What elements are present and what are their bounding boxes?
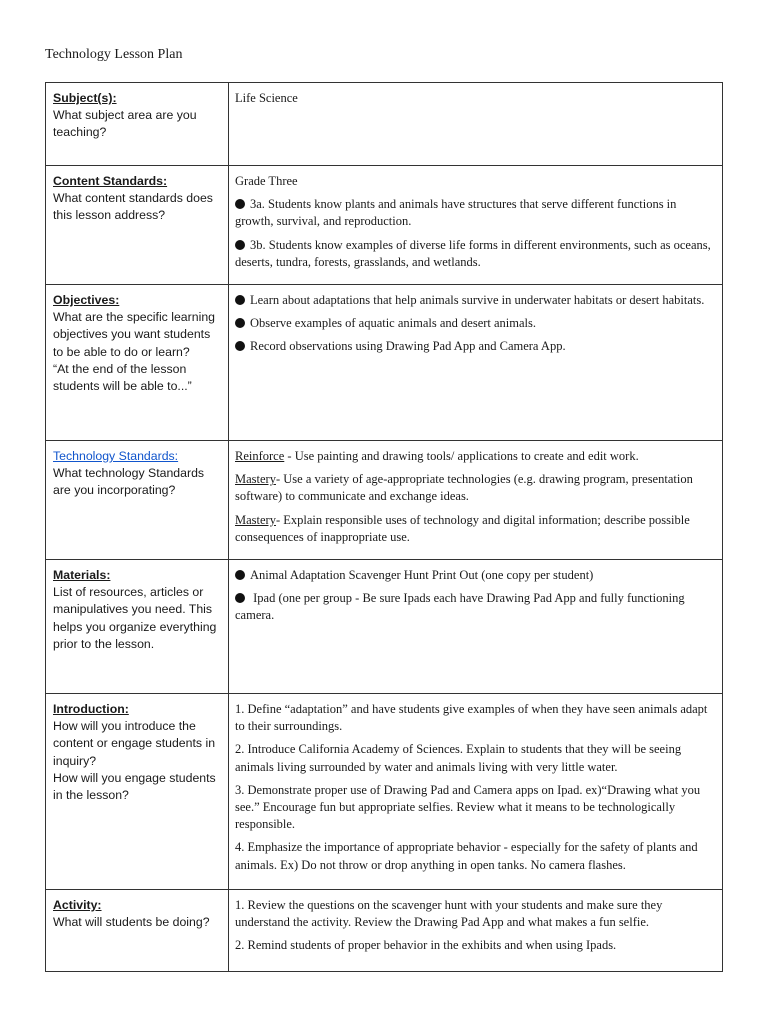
bullet-icon <box>235 341 245 351</box>
content-cell-technology-standards <box>229 441 723 560</box>
row-introduction <box>46 694 723 890</box>
intro-step-0: 1. Define “adaptation” and have students give examples of when they have seen animals adapt to their surroundings. <box>235 702 708 734</box>
lesson-plan-table <box>45 82 723 972</box>
content-cell-materials <box>229 560 723 694</box>
content-standards-1: 3a. Students know plants and animals have structures that serve different functions in growth, survival, and reproduction. <box>235 197 677 229</box>
bullet-icon <box>235 199 245 209</box>
heading-content-standards: Content Standards: <box>53 174 168 188</box>
label-cell-objectives <box>46 285 229 441</box>
content-standards-2: 3b. Students know examples of diverse life forms in different environments, such as oceans, deserts, tundra, forests, grasslands, and wetlands. <box>235 237 711 269</box>
content-standards-0: Grade Three <box>235 174 298 188</box>
question-subject: What subject area are you teaching? <box>53 108 197 140</box>
bullet-icon <box>235 570 245 580</box>
tech-standard-0: Reinforce - Use painting and drawing tools/ applications to create and edit work. <box>235 449 639 463</box>
content-cell-activity <box>229 890 723 972</box>
row-content-standards <box>46 166 723 285</box>
tech-standard-2: Mastery- Explain responsible uses of technology and digital information; describe possible consequences of inappropriate use. <box>235 512 690 544</box>
bullet-icon <box>235 593 245 603</box>
objective-0: Learn about adaptations that help animals survive in underwater habitats or desert habitats. <box>235 292 716 309</box>
content-cell-objectives <box>229 285 723 441</box>
question-introduction-0: How will you introduce the content or engage students in inquiry? <box>53 719 216 768</box>
label-cell-content-standards <box>46 166 229 285</box>
content-cell-content-standards <box>229 166 723 285</box>
objective-2: Record observations using Drawing Pad App and Camera App. <box>235 338 716 355</box>
question-objectives-1: “At the end of the lesson students will be able to...” <box>53 361 192 394</box>
tech-standard-1: Mastery- Use a variety of age-appropriate technologies (e.g. drawing program, presentation software) to communicate and exchange ideas. <box>235 472 693 504</box>
label-cell-activity <box>46 890 229 972</box>
row-objectives <box>46 285 723 441</box>
content-cell-introduction <box>229 694 723 890</box>
label-cell-subject <box>46 83 229 166</box>
material-1: Ipad (one per group - Be sure Ipads each have Drawing Pad App and fully functioning camera. <box>235 591 685 623</box>
heading-technology-standards-link[interactable]: Technology Standards: <box>53 449 179 463</box>
intro-step-2: 3. Demonstrate proper use of Drawing Pad and Camera apps on Ipad. ex)“Drawing what you see.” Encourage fun but appropriate selfies. Review what it means to be technologically responsible. <box>235 782 701 832</box>
question-activity: What will students be doing? <box>53 915 210 930</box>
row-subject <box>46 83 723 166</box>
activity-step-1: 2. Remind students of proper behavior in the exhibits and when using Ipads. <box>235 938 617 953</box>
heading-introduction: Introduction: <box>53 702 129 716</box>
label-cell-technology-standards <box>46 441 229 560</box>
heading-activity: Activity: <box>53 898 102 912</box>
content-cell-subject <box>229 83 723 166</box>
bullet-icon <box>235 318 245 328</box>
row-technology-standards <box>46 441 723 560</box>
label-cell-introduction <box>46 694 229 890</box>
material-0: Animal Adaptation Scavenger Hunt Print Out (one copy per student) <box>235 567 716 584</box>
objective-1: Observe examples of aquatic animals and desert animals. <box>235 315 716 332</box>
document-title: Technology Lesson Plan <box>45 47 183 62</box>
row-activity <box>46 890 723 972</box>
activity-step-0: 1. Review the questions on the scavenger hunt with your students and make sure they understand the activity. Review the Drawing Pad App and what makes a fun selfie. <box>235 898 663 930</box>
intro-step-3: 4. Emphasize the importance of appropriate behavior - especially for the safety of plants and animals. Ex) Do not throw or drop anything in open tanks. No camera flashes. <box>235 840 698 872</box>
question-introduction-1: How will you engage students in the lesson? <box>53 770 216 803</box>
heading-materials: Materials: <box>53 568 111 582</box>
question-technology-standards: What technology Standards are you incorporating? <box>53 466 205 498</box>
heading-subject: Subject(s): <box>53 91 117 105</box>
heading-objectives: Objectives: <box>53 293 120 307</box>
label-cell-materials <box>46 560 229 694</box>
row-materials <box>46 560 723 694</box>
intro-step-1: 2. Introduce California Academy of Sciences. Explain to students that they will be seeing animals living surrounded by water and animals living with very little water. <box>235 742 682 774</box>
content-subject-0: Life Science <box>235 91 298 105</box>
question-content-standards: What content standards does this lesson address? <box>53 191 213 223</box>
question-objectives-0: What are the specific learning objectives you want students to be able to do or learn? <box>53 310 215 359</box>
question-materials: List of resources, articles or manipulatives you need. This helps you organize everything prior to the lesson. <box>53 585 217 651</box>
bullet-icon <box>235 295 245 305</box>
bullet-icon <box>235 240 245 250</box>
